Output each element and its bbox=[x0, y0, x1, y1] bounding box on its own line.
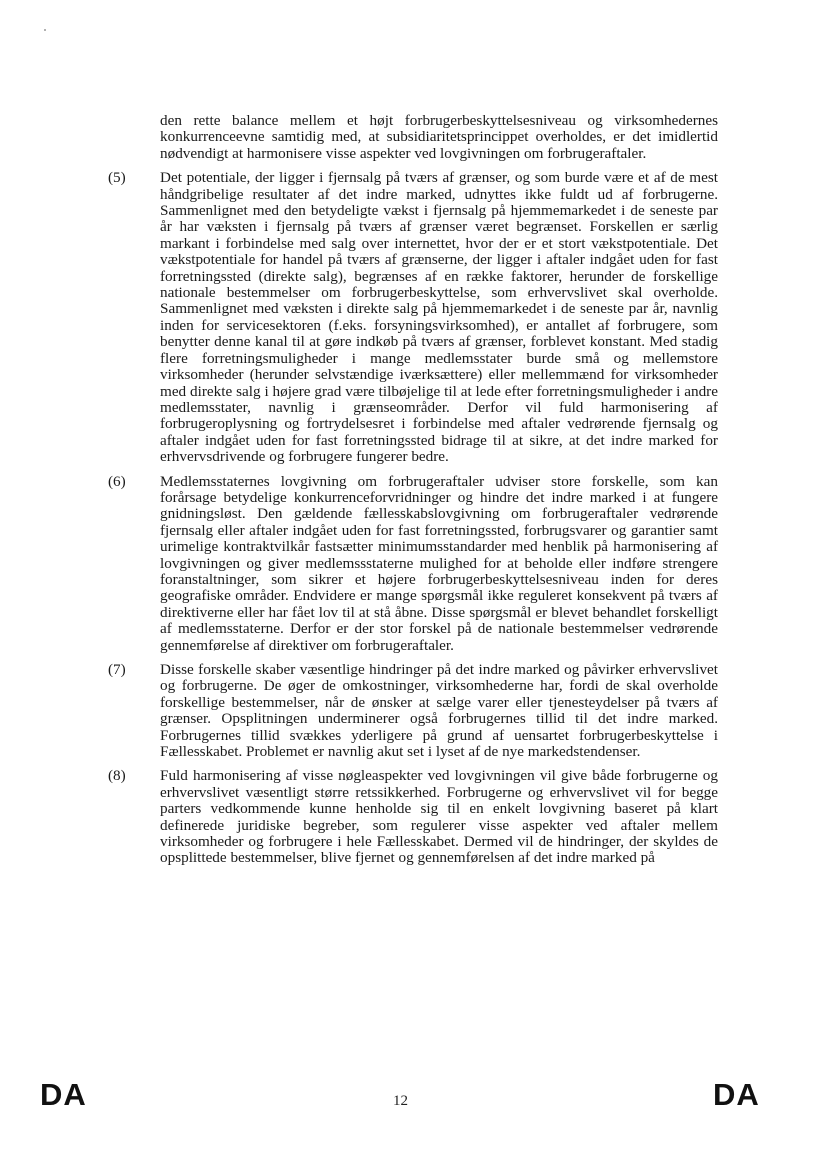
paragraph-number: (7) bbox=[108, 661, 126, 678]
paragraph-7 bbox=[108, 662, 718, 760]
paragraph-continuation bbox=[108, 113, 718, 162]
paragraph-number: (5) bbox=[108, 169, 126, 187]
paragraph-5 bbox=[108, 170, 718, 465]
scan-speck bbox=[44, 29, 46, 31]
paragraph-number: (6) bbox=[108, 472, 126, 490]
paragraph-text: Medlemsstaternes lovgivning om forbrugeraftaler udviser store forskelle, som kan forårsage betydelige konkurrenceforvridninger og hindre det indre marked i at fungere gnidningsløst. Den gældende fællesskabslovgivning om forbrugeraftaler vedrørende fjernsalg eller aftaler indgået uden for fast forretningssted, forbrugsvarer og garantier samt urimelige kontraktvilkår fastsætter minimumsstandarder med henblik på harmonisering af lovgivningen og giver medlemssstaterne mulighed for at beholde eller indføre strengere foranstaltninger, som sikrer et højere forbrugerbeskyttelsesniveau inden for deres geografiske områder. Endvidere er mange spørgsmål ikke reguleret konsekvent på tværs af direktiverne eller har fået lov til at stå åbne. Disse spørgsmål er blevet behandlet forskelligt af medlemsstaterne. Derfor er der stor forskel på de nationale bestemmelser vedrørende gennemførelse af direktiver om forbrugeraftaler. bbox=[160, 472, 718, 654]
language-code-right: DA bbox=[713, 1077, 760, 1112]
paragraph-8 bbox=[108, 768, 718, 866]
paragraph-text: den rette balance mellem et højt forbrugerbeskyttelsesniveau og virksomhedernes konkurrenceevne samtidig med, at subsidiaritetsprincippet overholdes, er det imidlertid nødvendigt at harmonisere visse aspekter ved lovgivningen om forbrugeraftaler. bbox=[160, 112, 718, 162]
paragraph-text: Disse forskelle skaber væsentlige hindringer på det indre marked og påvirker erhvervslivet og forbrugerne. De øger de omkostninger, virksomhederne har, fordi de skal overholde forskellige bestemmelser, når de ønsker at sælge varer eller tjenesteydelser på tværs af grænser. Opsplitningen underminerer også forbrugernes tillid til det indre marked. Forbrugernes tillid svækkes yderligere på grund af uensartet forbrugerbeskyttelse i Fællesskabet. Problemet er navnlig akut set i lyset af de nye markedstendenser. bbox=[160, 661, 718, 761]
page-number: 12 bbox=[393, 1093, 408, 1109]
paragraph-text: Fuld harmonisering af visse nøgleaspekter ved lovgivningen vil give både forbrugerne og erhvervslivet væsentligt større retssikkerhed. Forbrugerne og erhvervslivet vil for begge parters vedkommende kunne henholde sig til en enkelt lovgivning baseret på klart definerede juridiske begreber, som regulerer visse aspekter ved aftaler mellem virksomheder og forbrugere i hele Fællesskabet. Dermed vil de hindringer, der skyldes de opsplittede bestemmelser, blive fjernet og gennemførelsen af det indre marked på bbox=[160, 767, 718, 867]
document-body bbox=[108, 113, 718, 875]
language-code-left: DA bbox=[40, 1077, 87, 1112]
paragraph-text: Det potentiale, der ligger i fjernsalg på tværs af grænser, og som burde være et af de mest håndgribelige resultater af det indre marked, udnyttes ikke fuldt ud af forbrugerne. Sammenlignet med den betydeligte vækst i fjernsalg på hjemmemarkedet i de seneste par år har væksten i fjernsalg på tværs af grænser været begrænset. Forskellen er særlig markant i forbindelse med salg over internettet, hvor der er et stort vækstpotentiale. Det vækstpotentiale for handel på tværs af grænserne, der ligger i aftaler indgået uden for fast forretningssted (direkte salg), begrænses af en række faktorer, herunder de forskellige nationale bestemmelser om forbrugerbeskyttelse, som erhvervslivet skal overholde. Sammenlignet med væksten i direkte salg på hjemmemarkedet i de seneste par år, navnlig inden for servicesektoren (f.eks. forsyningsvirksomhed), er antallet af forbrugere, som benytter denne kanal til at gøre indkøb på tværs af grænser, forblevet konstant. Med stadig flere forretningsmuligheder i mange medlemsstater burde små og mellemstore virksomheder (herunder selvstændige iværksættere) eller mellemmænd for virksomheder med direkte salg i højere grad være tilbøjelige til at lede efter forretningsmuligheder i andre medlemsstater, navnlig i grænseområder. Derfor vil fuld harmonisering af forbrugeroplysning og fortrydelsesret i forbindelse med aftaler vedrørende fjernsalg og aftaler indgået uden for fast forretningssted bidrage til at sikre, at det indre marked for erhvervsdrivende og forbrugere fungerer bedre. bbox=[160, 169, 718, 466]
paragraph-number: (8) bbox=[108, 767, 126, 785]
paragraph-6 bbox=[108, 474, 718, 654]
